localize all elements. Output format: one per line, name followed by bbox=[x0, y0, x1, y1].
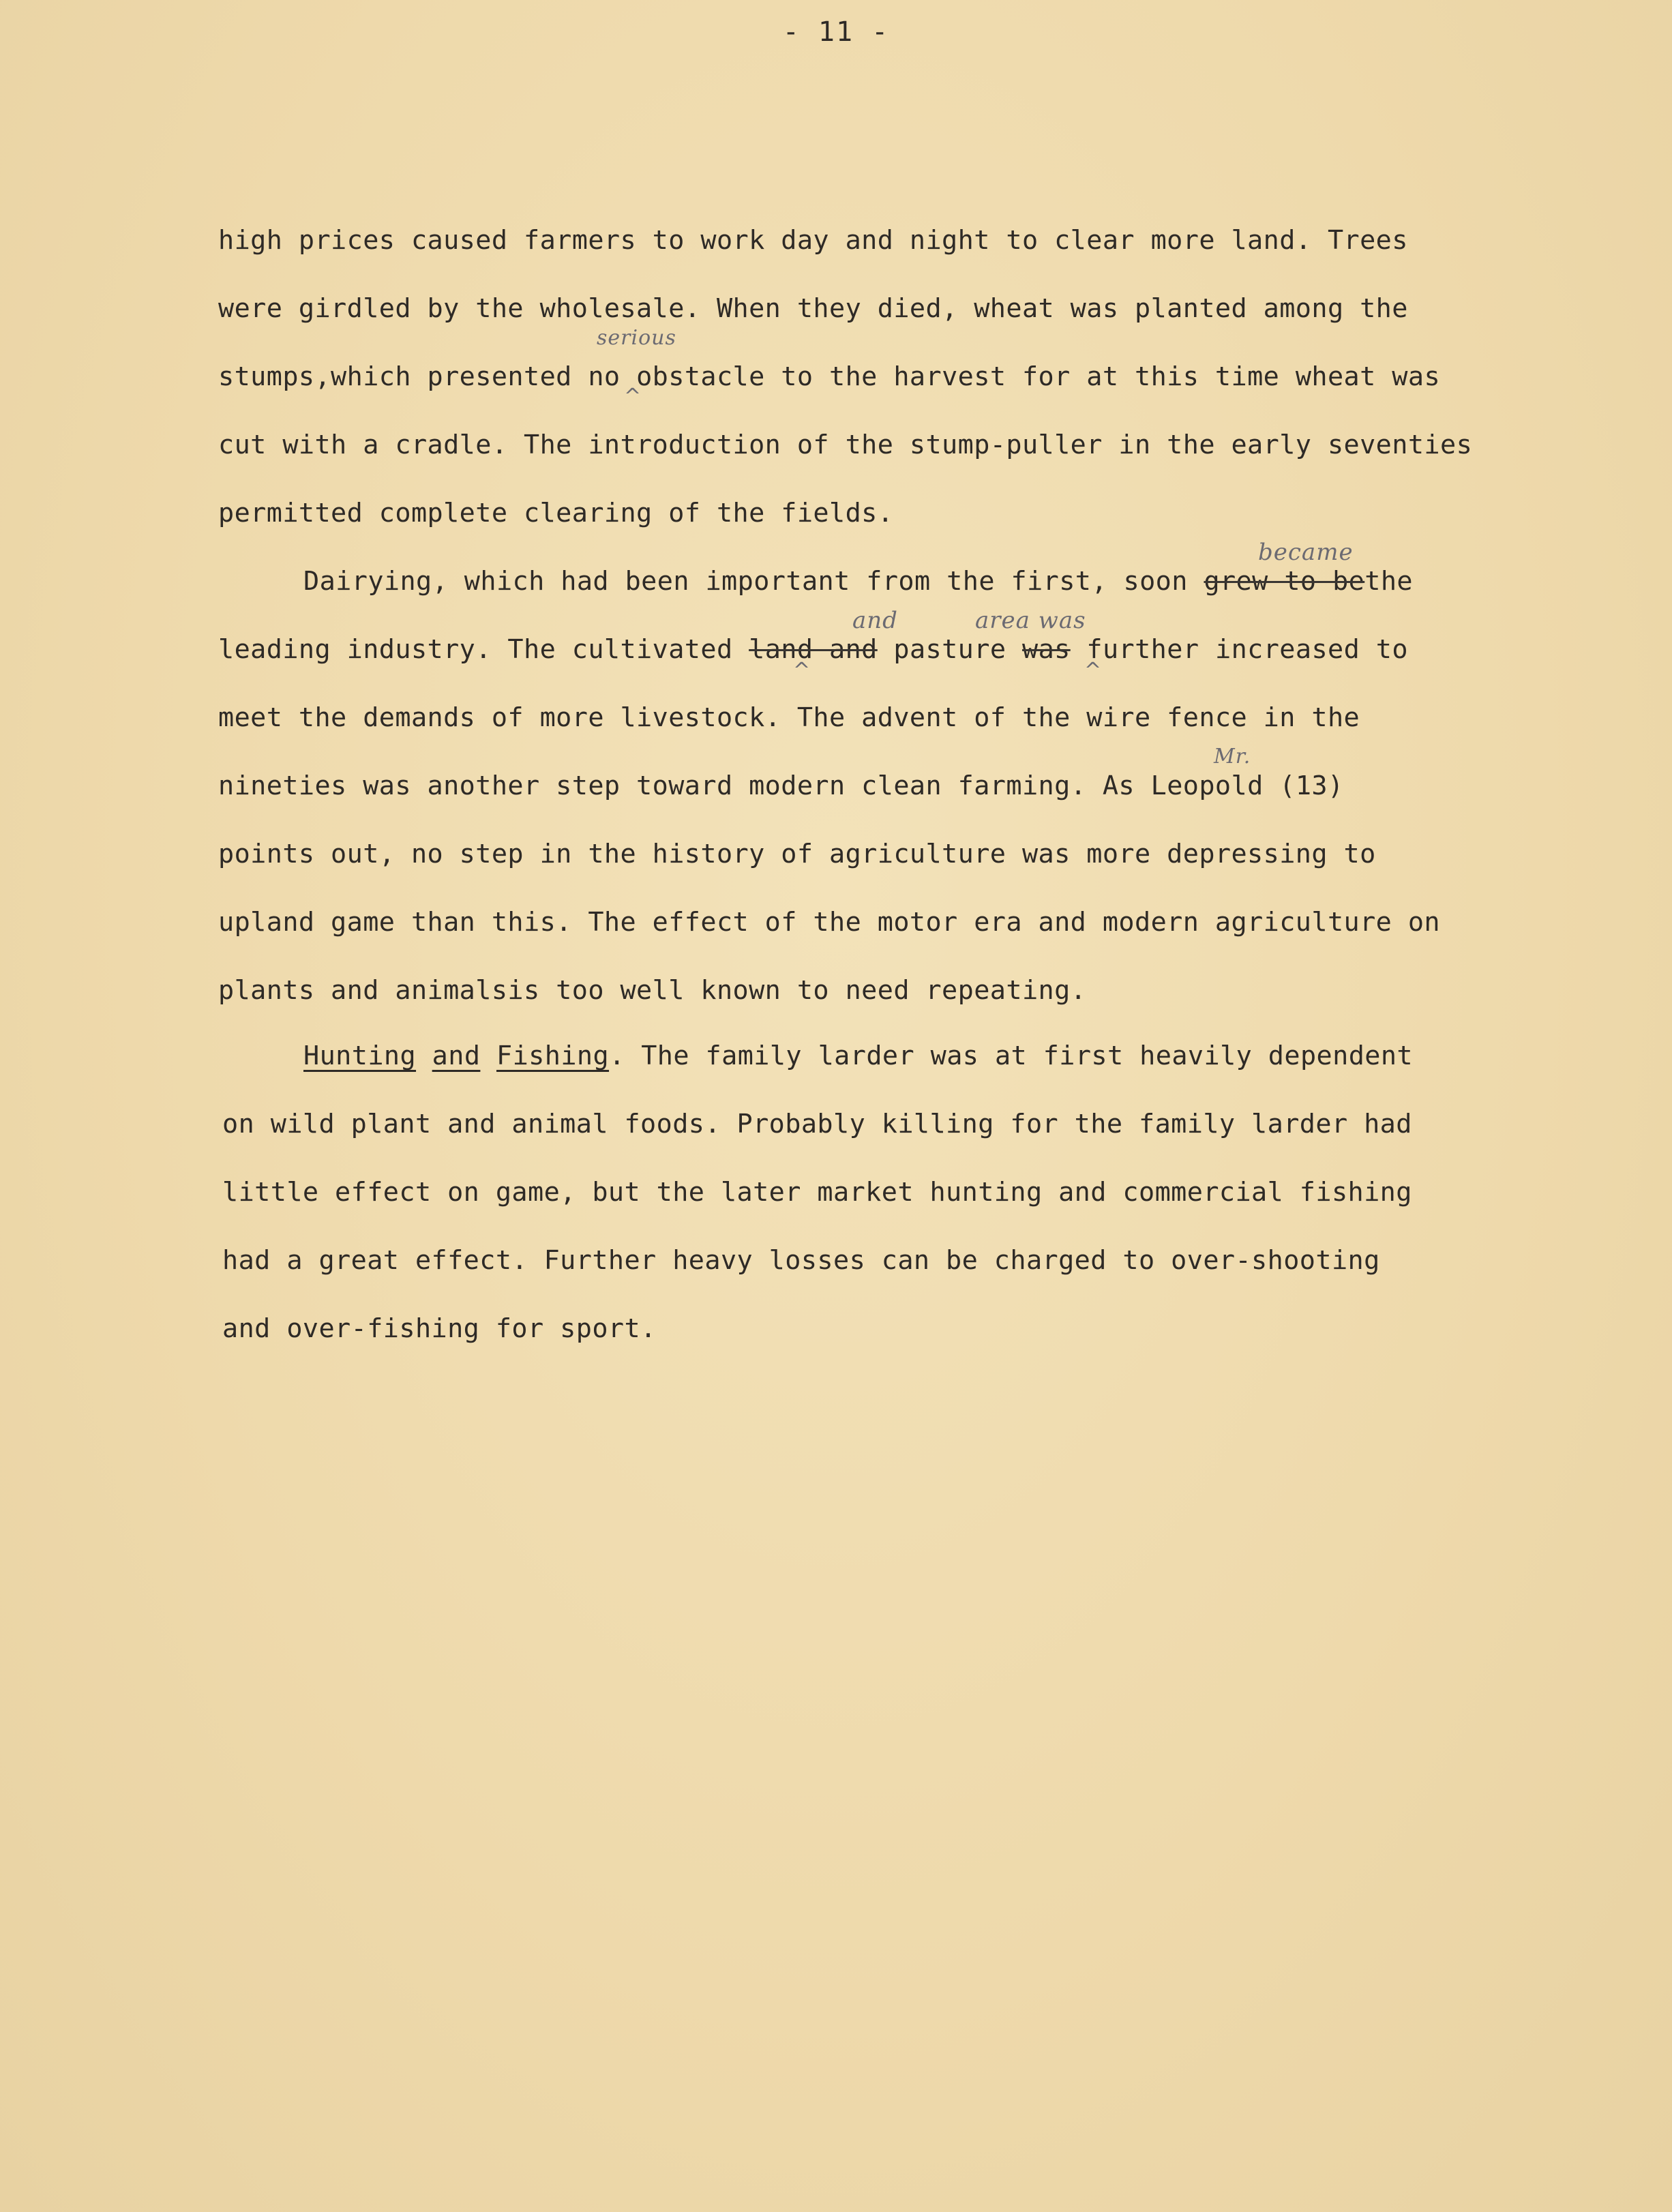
text-segment: . The family larder was at first heavily dependent bbox=[609, 1041, 1414, 1071]
text-line: plants and animalsis too well known to need repeating. bbox=[218, 975, 1087, 1006]
text-line: had a great effect. Further heavy losses can be charged to over-shooting bbox=[222, 1245, 1380, 1276]
text-line: upland game than this. The effect of the motor era and modern agriculture on bbox=[218, 907, 1441, 938]
handwritten-insertion: Mr. bbox=[1214, 745, 1251, 768]
text-line: points out, no step in the history of agriculture was more depressing to bbox=[218, 839, 1376, 869]
text-line: meet the demands of more livestock. The advent of the wire fence in the bbox=[218, 702, 1360, 733]
text-segment: pasture bbox=[893, 634, 1006, 665]
caret-mark: ^ bbox=[624, 385, 642, 408]
text-segment: the bbox=[1364, 566, 1413, 597]
struck-text: was bbox=[1022, 634, 1071, 665]
text-line: were girdled by the wholesale. When they died, wheat was planted among the bbox=[218, 293, 1408, 324]
text-line: little effect on game, but the later market hunting and commercial fishing bbox=[222, 1177, 1412, 1208]
text-line bbox=[303, 565, 1413, 599]
section-heading: Fishing bbox=[496, 1041, 610, 1071]
text-segment: Dairying, which had been important from the first, soon bbox=[303, 566, 1188, 597]
text-segment: Leopold (13) bbox=[1150, 771, 1344, 801]
text-line: and over-fishing for sport. bbox=[222, 1313, 657, 1344]
text-line: on wild plant and animal foods. Probably killing for the family larder had bbox=[222, 1109, 1412, 1139]
text-segment: nineties was another step toward modern clean farming. As bbox=[218, 771, 1135, 801]
caret-mark: ^ bbox=[1084, 659, 1102, 683]
text-line: permitted complete clearing of the fields. bbox=[218, 498, 894, 528]
text-line bbox=[218, 633, 1408, 667]
page-number: - 11 - bbox=[782, 16, 890, 48]
section-heading: Hunting bbox=[303, 1041, 417, 1071]
text-line bbox=[218, 769, 1344, 803]
text-segment: leading industry. The cultivated bbox=[218, 634, 733, 665]
text-segment: stumps,which presented no bbox=[218, 361, 621, 392]
text-segment: further increased to bbox=[1086, 634, 1408, 665]
struck-text: grew to be bbox=[1204, 566, 1365, 597]
handwritten-insertion: serious bbox=[597, 326, 676, 350]
handwritten-insertion: area was bbox=[975, 607, 1086, 634]
handwritten-insertion: became bbox=[1258, 539, 1354, 566]
text-line: high prices caused farmers to work day and night to clear more land. Trees bbox=[218, 225, 1408, 256]
section-heading: and bbox=[432, 1041, 481, 1071]
text-line: cut with a cradle. The introduction of the stump-puller in the early seventies bbox=[218, 430, 1473, 460]
struck-text: land and bbox=[749, 634, 878, 665]
caret-mark: ^ bbox=[793, 659, 811, 683]
text-line bbox=[303, 1039, 1413, 1073]
text-segment: obstacle to the harvest for at this time wheat was bbox=[636, 361, 1441, 392]
text-line bbox=[218, 360, 1440, 394]
handwritten-insertion: and bbox=[852, 607, 898, 634]
